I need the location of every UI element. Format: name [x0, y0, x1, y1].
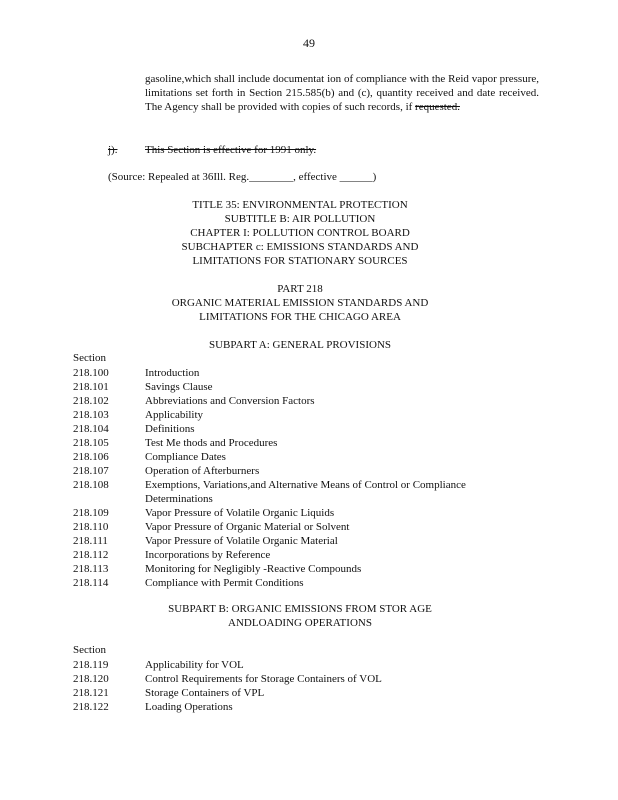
- toc-row: [73, 464, 543, 478]
- section-number: 218.108: [73, 479, 109, 491]
- toc-row: [73, 686, 543, 700]
- subpart-a-heading: SUBPART A: GENERAL PROVISIONS: [209, 339, 391, 351]
- toc-row: [73, 576, 543, 590]
- section-title: Vapor Pressure of Volatile Organic Material: [145, 535, 338, 547]
- subpart-a-toc: [73, 366, 543, 590]
- item-j-text: This Section is effective for 1991 only.: [145, 144, 317, 156]
- section-title: Storage Containers of VPL: [145, 687, 265, 699]
- section-title: Applicability: [145, 409, 204, 421]
- subpart-b-heading: [0, 602, 600, 630]
- section-title: Compliance with Permit Conditions: [145, 577, 304, 589]
- section-title: Definitions: [145, 423, 195, 435]
- toc-row: [73, 380, 543, 394]
- toc-row: [73, 408, 543, 422]
- toc-row: [73, 700, 543, 714]
- toc-row: [73, 534, 543, 548]
- section-title: Vapor Pressure of Volatile Organic Liquids: [145, 507, 335, 519]
- section-label-a: Section: [73, 352, 106, 364]
- section-number: 218.122: [73, 701, 109, 713]
- continuation-paragraph: [145, 72, 539, 114]
- section-label-b: Section: [73, 644, 106, 656]
- heading-chapter: CHAPTER I: POLLUTION CONTROL BOARD: [190, 227, 410, 239]
- part-heading: [0, 282, 600, 324]
- section-title: Incorporations by Reference: [145, 549, 271, 561]
- toc-row: [73, 672, 543, 686]
- section-title: Test Me thods and Procedures: [145, 437, 278, 449]
- toc-row: [73, 562, 543, 576]
- heading-subtitle: SUBTITLE B: AIR POLLUTION: [224, 213, 376, 225]
- section-title: Monitoring for Negligibly -Reactive Compounds: [145, 563, 362, 575]
- part-title-cont: LIMITATIONS FOR THE CHICAGO AREA: [199, 311, 401, 323]
- page-number: 49: [303, 36, 315, 50]
- title-heading: [0, 198, 600, 268]
- section-number: 218.102: [73, 395, 109, 407]
- subpart-b-title-cont: ANDLOADING OPERATIONS: [228, 617, 372, 629]
- section-number: 218.120: [73, 673, 109, 685]
- subpart-b-toc: [73, 658, 543, 714]
- toc-row: [73, 520, 543, 534]
- section-title: Operation of Afterburners: [145, 465, 260, 477]
- heading-subchapter: SUBCHAPTER c: EMISSIONS STANDARDS AND: [181, 241, 419, 253]
- paragraph-text: gasoline,which shall include documentat ion of compliance with the Reid vapor pressure, limitations set forth in Section 215.585(b) and (c), quantity received and date received. The Agency shall be provided with copies of such records, if: [145, 73, 539, 113]
- heading-title: TITLE 35: ENVIRONMENTAL PROTECTION: [192, 199, 408, 211]
- section-number: 218.111: [73, 535, 108, 547]
- section-number: 218.109: [73, 507, 109, 519]
- section-title: Vapor Pressure of Organic Material or Solvent: [145, 521, 350, 533]
- heading-subchapter-cont: LIMITATIONS FOR STATIONARY SOURCES: [192, 255, 408, 267]
- toc-row: [73, 450, 543, 464]
- paragraph-struck-text: requested.: [415, 101, 460, 113]
- section-number: 218.112: [73, 549, 109, 561]
- item-j: [108, 144, 317, 156]
- subpart-b-title: SUBPART B: ORGANIC EMISSIONS FROM STOR AGE: [168, 603, 432, 615]
- section-number: 218.121: [73, 687, 109, 699]
- section-title: Compliance Dates: [145, 451, 226, 463]
- section-number: 218.107: [73, 465, 109, 477]
- section-number: 218.110: [73, 521, 109, 533]
- section-number: 218.100: [73, 367, 109, 379]
- part-title: ORGANIC MATERIAL EMISSION STANDARDS AND: [171, 297, 429, 309]
- toc-row: [73, 548, 543, 562]
- source-note: (Source: Repealed at 36Ill. Reg.________, effective ______): [108, 171, 377, 183]
- section-title: Savings Clause: [145, 381, 213, 393]
- section-number: 218.105: [73, 437, 109, 449]
- toc-row: [73, 366, 543, 380]
- section-title: Introduction: [145, 367, 200, 379]
- toc-row: [73, 506, 543, 520]
- part-number: PART 218: [277, 283, 323, 295]
- section-title: Exemptions, Variations,and Alternative Means of Control or Compliance Determinations: [145, 479, 466, 505]
- section-number: 218.104: [73, 423, 109, 435]
- section-title: Control Requirements for Storage Containers of VOL: [145, 673, 382, 685]
- section-number: 218.119: [73, 659, 109, 671]
- section-title: Abbreviations and Conversion Factors: [145, 395, 315, 407]
- toc-row: [73, 658, 543, 672]
- toc-row: [73, 436, 543, 450]
- section-title: Applicability for VOL: [145, 659, 244, 671]
- section-title: Loading Operations: [145, 701, 233, 713]
- toc-row: [73, 478, 543, 506]
- item-j-label: j).: [108, 144, 118, 156]
- section-number: 218.114: [73, 577, 109, 589]
- section-number: 218.103: [73, 409, 109, 421]
- section-number: 218.113: [73, 563, 109, 575]
- section-number: 218.106: [73, 451, 109, 463]
- toc-row: [73, 394, 543, 408]
- section-number: 218.101: [73, 381, 109, 393]
- toc-row: [73, 422, 543, 436]
